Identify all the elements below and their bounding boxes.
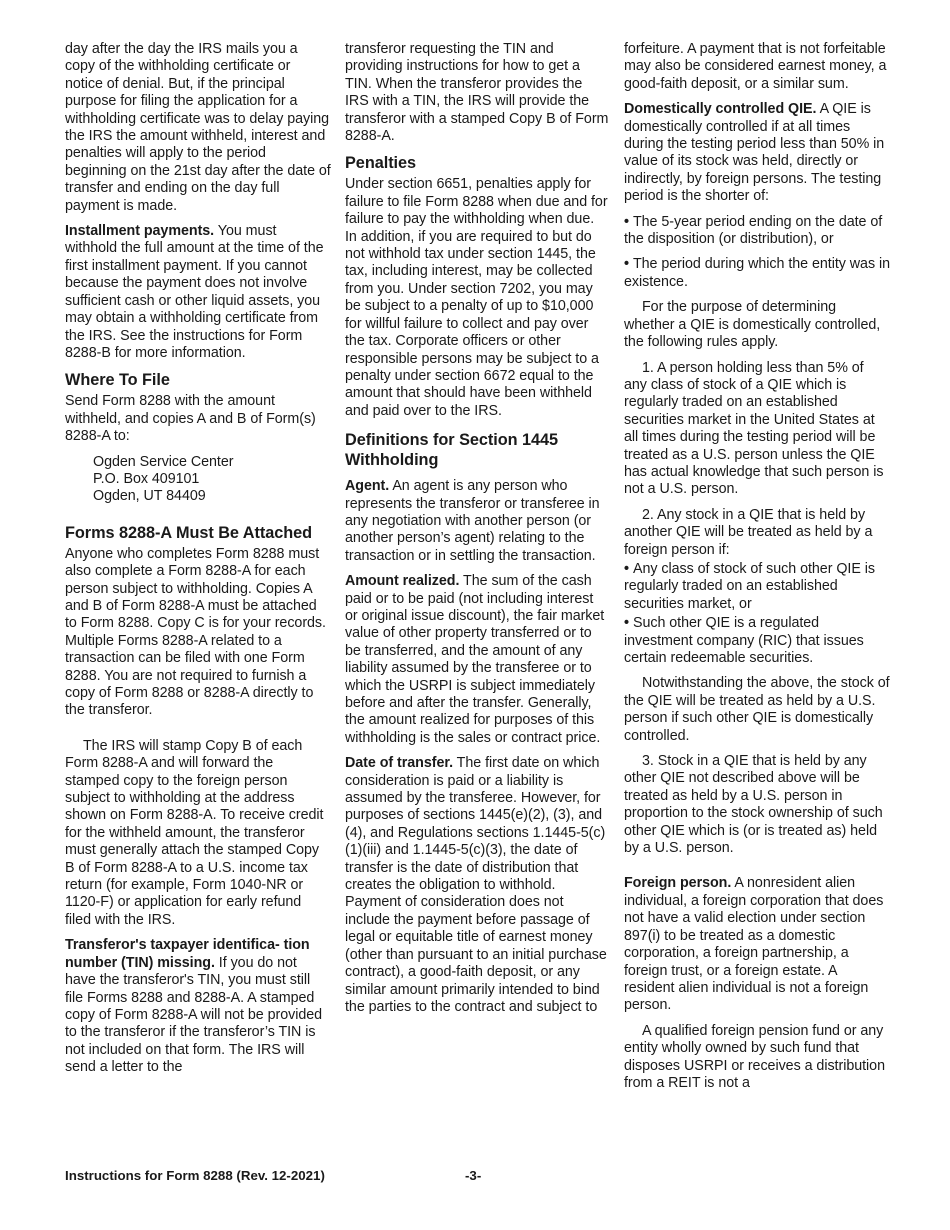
paragraph-agent	[345, 478, 609, 565]
bullet-icon: •	[624, 213, 629, 230]
paragraph-penalty-period: day after the day the IRS mails you a copy of the withholding certificate or notice of denial. But, if the principal purpose for filing the application for a withholding certificate was to delay paying the IRS the amount withheld, interest and penalties will apply to the period beginning on the 21st day after the date of transfer and ending on the day full payment is made.	[65, 41, 331, 214]
run-in-heading-amount-realized: Amount realized.	[345, 573, 460, 590]
bullet-item: • The period during which the entity was in existence.	[624, 256, 890, 290]
installment-text: You must withhold the full amount at the time of the first installment payment. If you cannot because the payment does not involve sufficient cash or other liquid assets, you may obtain a withholding certificate from the IRS. See the instructions for Form 8288-B for more information.	[65, 223, 324, 361]
bullet-item: • The 5-year period ending on the date of the disposition (or distribution), or	[624, 213, 883, 248]
bullet-icon: •	[624, 615, 629, 632]
paragraph-installment-payments	[65, 223, 331, 362]
paragraph-rule-3: 3. Stock in a QIE that is held by any other QIE not described above will be treated as held by a U.S. person in proportion to the stock ownership of such other QIE which is (or is treated as) held by a U.S. person.	[624, 753, 883, 857]
heading-penalties: Penalties	[345, 154, 417, 173]
paragraph-domestically-controlled	[624, 101, 890, 205]
run-in-heading-tin: Transferor's taxpayer identifica- tion number (TIN) missing.	[65, 937, 310, 971]
column-2	[345, 41, 609, 1024]
agent-text: An agent is any person who represents the transferor or transferee in any negotiation with another person (or another person’s agent) relating to the transaction or in settling the transaction.	[345, 478, 600, 564]
run-in-heading-date-of-transfer: Date of transfer.	[345, 755, 453, 772]
paragraph-rule-2: 2. Any stock in a QIE that is held by another QIE will be treated as held by a foreign person if:	[624, 506, 873, 558]
bullet-icon: •	[624, 256, 629, 273]
paragraph-penalties: Under section 6651, penalties apply for failure to file Form 8288 when due and for failure to pay the withholding when due. In addition, if you are required to but do not withhold tax under section 1445, the tax, including interest, may be collected from you. Under section 7202, you may be subject to a penalty of up to $10,000 for willful failure to collect and pay over the tax. Corporate officers or other responsible persons may be subject to a penalty under section 6672 equal to the amount that should have been withheld and paid over to the IRS.	[345, 176, 608, 419]
heading-forms-8288a-attached: Forms 8288-A Must Be Attached	[65, 523, 313, 542]
paragraph-date-of-transfer	[345, 755, 609, 1016]
paragraph-forms-8288a: Anyone who completes Form 8288 must also complete a Form 8288-A for each person subject to withholding. Copies A and B of Form 8288-A must be attached to Form 8288. Copy C is for your records. Multiple Forms 8288-A related to a transaction can be filed with one Form 8288. You are not required to furnish a copy of Form 8288 or 8288-A directly to the transferor.	[65, 545, 326, 719]
paragraph-tin-missing	[65, 937, 331, 1076]
tin-text: If you do not have the transferor's TIN, you must still file Forms 8288 and 8288-A. A stamped copy of Form 8288-A will not be provided to the transferor if the transferor’s TIN is not included on that form. The IRS will send a letter to the	[65, 954, 323, 1076]
paragraph-foreign-person	[624, 875, 890, 1014]
column-3	[624, 41, 890, 1100]
paragraph-qualified-pension-fund: A qualified foreign pension fund or any entity wholly owned by such fund that disposes USRPI or receives a distribution from a REIT is not a	[624, 1022, 885, 1091]
bullet-icon: •	[624, 560, 629, 577]
paragraph-rule-1: 1. A person holding less than 5% of any class of stock of a QIE which is regularly traded on an established securities market in the United States at all times during the testing period will be treated as a U.S. person unless the QIE has actual knowledge that such person is not a U.S. person.	[624, 359, 884, 498]
paragraph-notwithstanding: Notwithstanding the above, the stock of the QIE will be treated as held by a U.S. person if such other QIE is domestically controlled.	[624, 675, 890, 744]
address-line: P.O. Box 409101	[93, 470, 200, 487]
mailing-address	[93, 454, 331, 506]
run-in-heading-installment: Installment payments.	[65, 223, 215, 240]
footer-title: Instructions for Form 8288 (Rev. 12-2021)	[65, 1168, 325, 1183]
amount-realized-text: The sum of the cash paid or to be paid (not including interest or original issue discount), the fair market value of other property transferred or to be transferred, and the amount of any liability assumed by the transferee or to which the USRPI is subject immediately before and after the transfer. Generally, the amount realized for purposes of this withholding is the sales or contract price.	[345, 573, 605, 746]
address-line: Ogden Service Center	[93, 453, 234, 470]
heading-definitions: Definitions for Section 1445 Withholding	[345, 431, 559, 470]
paragraph-irs-stamp-copy-b: The IRS will stamp Copy B of each Form 8288-A and will forward the stamped copy to the foreign person subject to withholding at the address shown on Form 8288-A. To receive credit for the withheld amount, the transferor must generally attach the stamped Copy B of Form 8288-A to a U.S. income tax return (for example, Form 1040-NR or 1120-F) or application for early refund filed with the IRS.	[65, 737, 324, 928]
paragraph-tin-request: transferor requesting the TIN and providing instructions for how to get a TIN. When the transferor provides the IRS with a TIN, the IRS will provide the transferor with a stamped Copy B of Form 8288-A.	[345, 41, 609, 145]
run-in-heading-foreign-person: Foreign person.	[624, 875, 732, 892]
bullet-item: • Such other QIE is a regulated investment company (RIC) that issues certain redeemable securities.	[624, 615, 864, 666]
date-of-transfer-text: The first date on which consideration is paid or a liability is assumed by the transferee. However, for purposes of sections 1445(e)(2), (3), and (4), and Regulations sections 1.1445-5(c)(1)(iii) and 1.1445-5(c)(3), the date of transfer is the date of distribution that creates the obligation to withhold. Payment of consideration does not include the payment before passage of legal or equitable title of earnest money (other than pursuant to an initial purchase contract), a good-faith deposit, or any similar amount primarily intended to bind the parties to the contract and subject to	[345, 755, 607, 1015]
paragraph-where-to-file: Send Form 8288 with the amount withheld, and copies A and B of Form(s) 8288-A to:	[65, 393, 316, 445]
paragraph-rules-intro: For the purpose of determining whether a QIE is domestically controlled, the following rules apply.	[624, 299, 881, 351]
domestically-controlled-text: A QIE is domestically controlled if at all times during the testing period less than 50% in value of its stock was held, directly or indirectly, by foreign persons. The testing period is the shorter of:	[624, 101, 885, 205]
foreign-person-text: A nonresident alien individual, a foreign corporation that does not have a valid election under section 897(i) to be treated as a domestic corporation, a foreign partnership, a foreign trust, or a foreign estate. A resident alien individual is not a foreign person.	[624, 875, 884, 1014]
address-line: Ogden, UT 84409	[93, 488, 206, 505]
bullet-item: • Any class of stock of such other QIE is regularly traded on an established securities market, or	[624, 560, 875, 612]
run-in-heading-domestically-controlled: Domestically controlled QIE.	[624, 101, 817, 118]
page-number: -3-	[465, 1168, 482, 1183]
paragraph-forfeiture: forfeiture. A payment that is not forfeitable may also be considered earnest money, a good-faith deposit, or a similar sum.	[624, 41, 887, 92]
column-1	[65, 41, 331, 1085]
run-in-heading-agent: Agent.	[345, 478, 390, 495]
heading-where-to-file: Where To File	[65, 371, 170, 390]
paragraph-amount-realized	[345, 573, 609, 747]
